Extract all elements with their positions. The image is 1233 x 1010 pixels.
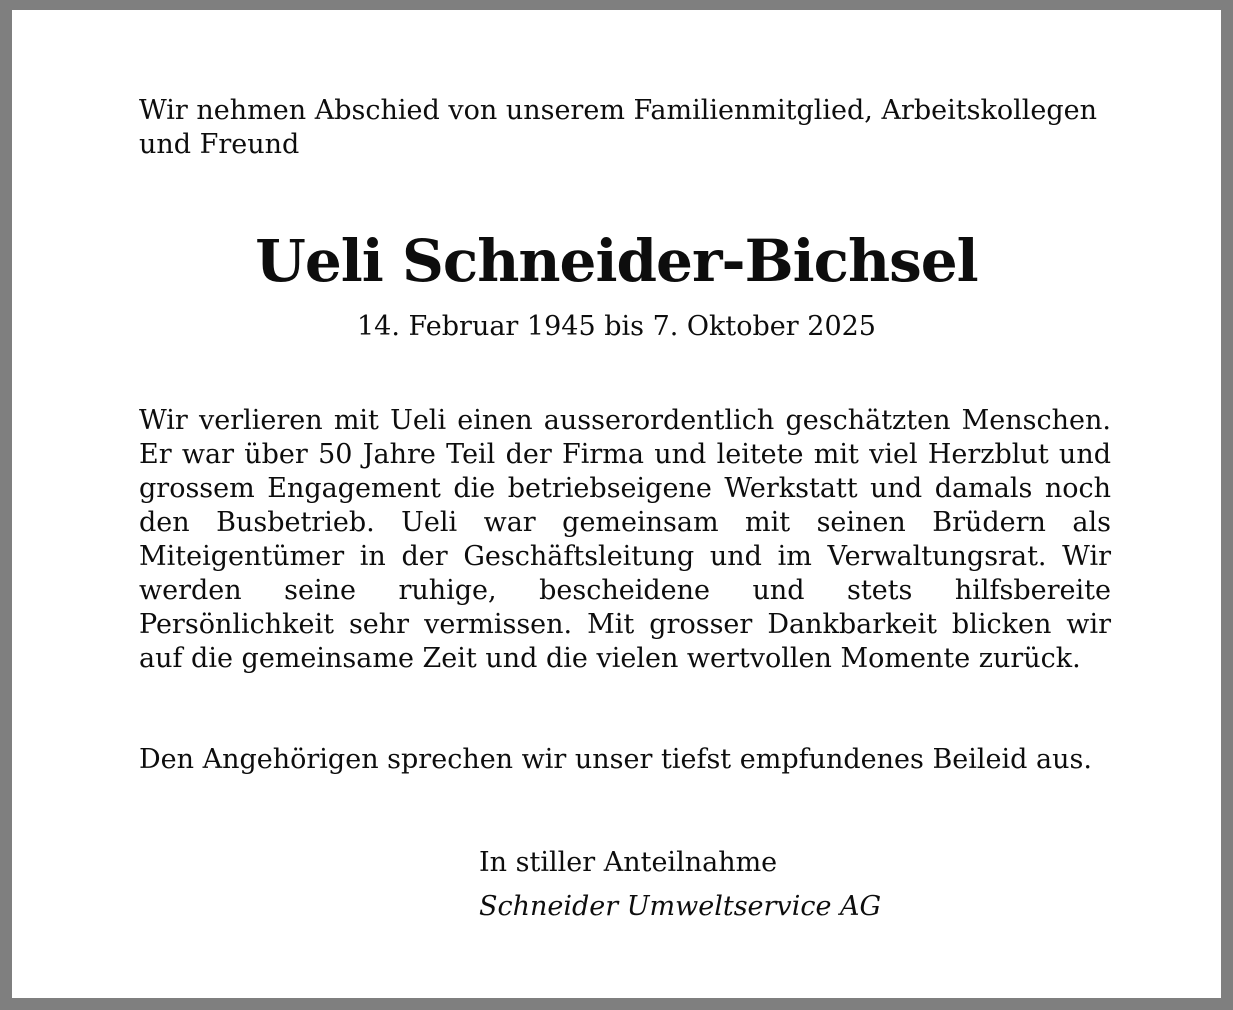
obituary-notice bbox=[12, 10, 1221, 998]
life-dates: 14. Februar 1945 bis 7. Oktober 2025 bbox=[357, 311, 876, 342]
company-signature: Schneider Umweltservice AG bbox=[479, 891, 882, 922]
signoff-block bbox=[479, 841, 1079, 929]
condolence-text: Den Angehörigen sprechen wir unser tiefst empfundenes Beileid aus. bbox=[139, 744, 1092, 775]
closing-line: In stiller Anteilnahme bbox=[479, 847, 778, 878]
deceased-name: Ueli Schneider-Bichsel bbox=[255, 227, 978, 295]
tribute-paragraph: Wir verlieren mit Ueli einen ausserordentlich geschätzten Menschen. Er war über 50 Jahre Teil der Firma und leitete mit viel Herzblut und grossem Engagement die betriebseigene Werkstatt und damals noch den Busbetrieb. Ueli war gemeinsam mit seinen Brüdern als Miteigentümer in der Geschäftsleitung und im Verwaltungsrat. Wir werden seine ruhige, bescheidene und stets hilfsbereite Persönlichkeit sehr vermissen. Mit grosser Dankbarkeit blicken wir auf die gemeinsame Zeit und die vielen wertvollen Momente zurück. bbox=[139, 405, 1111, 674]
intro-text: Wir nehmen Abschied von unserem Familienmitglied, Arbeitskollegen und Freund bbox=[139, 95, 1097, 160]
